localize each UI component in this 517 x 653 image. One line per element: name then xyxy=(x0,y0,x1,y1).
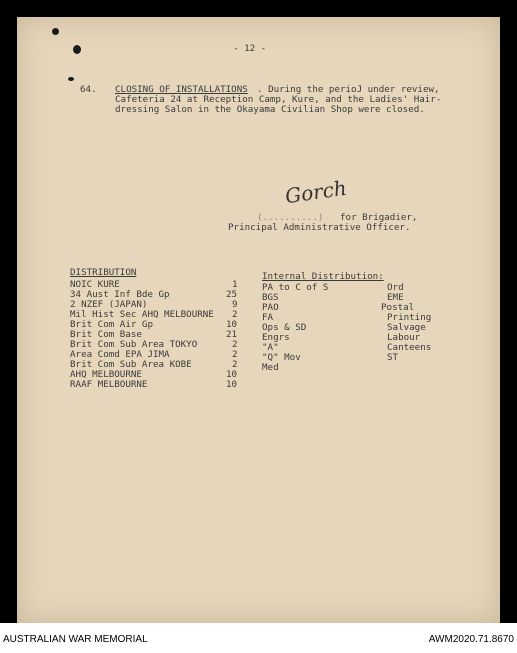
list-item: Salvage xyxy=(387,322,426,333)
paragraph-line: Cafeteria 24 at Reception Camp, Kure, and the Ladies' Hair- xyxy=(115,94,442,105)
list-item: Ops & SD xyxy=(262,322,307,333)
internal-distribution-heading: Internal Distribution: xyxy=(262,271,384,282)
list-item: Engrs xyxy=(262,332,290,343)
distribution-heading: DISTRIBUTION xyxy=(70,267,137,278)
punch-hole xyxy=(73,45,81,54)
signature: Gorch xyxy=(283,175,349,209)
list-item: PAO xyxy=(262,302,279,313)
paragraph-line: dressing Salon in the Okayama Civilian Shop were closed. xyxy=(115,104,425,115)
paragraph-number: 64. xyxy=(80,84,97,95)
list-item: BGS xyxy=(262,292,279,303)
list-item: Labour xyxy=(387,332,421,343)
list-item: Med xyxy=(262,362,279,373)
list-item: ST xyxy=(387,352,399,363)
paragraph-line: . During the perioJ under review, xyxy=(257,84,440,95)
list-item: Ord xyxy=(387,282,404,293)
signature-title: Principal Administrative Officer. xyxy=(228,222,411,233)
page-number: - 12 - xyxy=(233,43,267,54)
footer-reference: AWM2020.71.8670 xyxy=(428,634,514,645)
list-item: FA xyxy=(262,312,274,323)
list-item: Printing xyxy=(387,312,432,323)
archive-footer xyxy=(0,623,517,653)
list-item: "A" xyxy=(262,342,279,353)
footer-institution: AUSTRALIAN WAR MEMORIAL xyxy=(3,634,148,645)
signature-name-placeholder: (..........) xyxy=(257,212,324,223)
punch-hole xyxy=(52,28,59,35)
list-item: Postal xyxy=(381,302,415,313)
punch-hole xyxy=(68,77,74,81)
paragraph-heading: CLOSING OF INSTALLATIONS xyxy=(115,84,248,95)
signature-for-line: for Brigadier, xyxy=(340,212,418,223)
list-item: EME xyxy=(387,292,404,303)
list-item: Canteens xyxy=(387,342,432,353)
list-item: PA to C of S xyxy=(262,282,329,293)
list-item: "Q" Mov xyxy=(262,352,301,363)
